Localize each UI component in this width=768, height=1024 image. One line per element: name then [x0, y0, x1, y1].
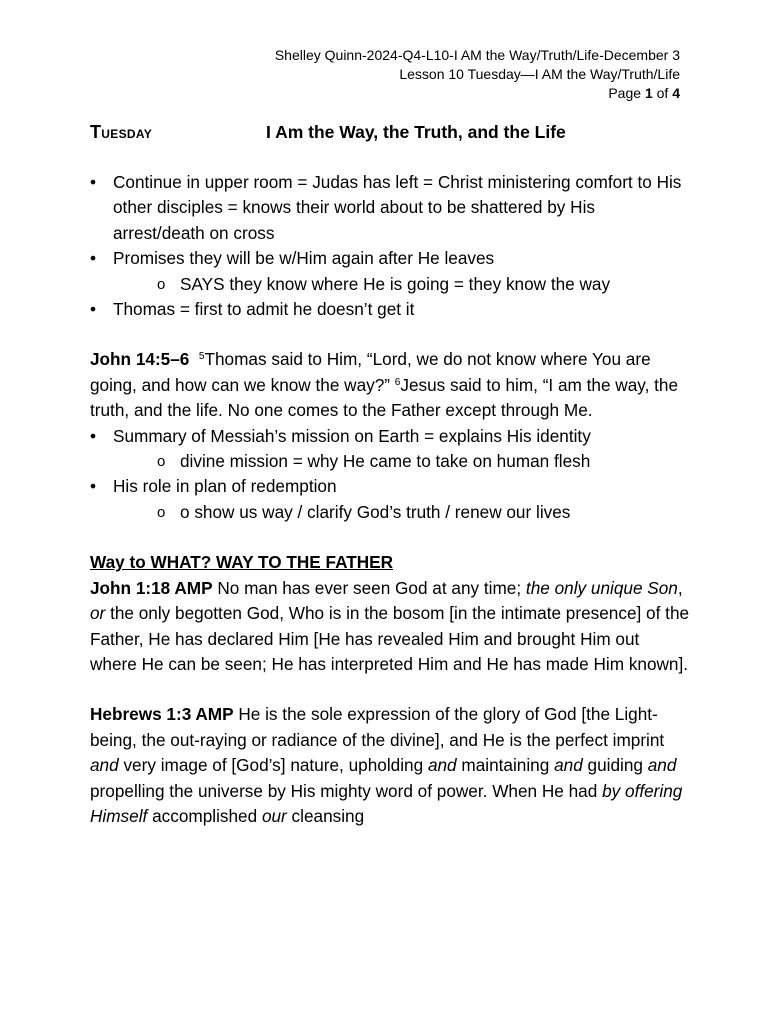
sub-list-item: o SAYS they know where He is going = they know the way: [157, 272, 690, 297]
sub-list: [113, 500, 690, 525]
scripture-reference: John 14:5–6: [90, 349, 190, 370]
header-page-number: Page 1 of 4: [608, 85, 680, 101]
header-lesson-title: Lesson 10 Tuesday—I AM the Way/Truth/Life: [399, 66, 680, 82]
scripture-reference: Hebrews 1:3 AMP: [90, 704, 234, 725]
list-item: • Promises they will be w/Him again after He leaves o SAYS they know where He is going = they know the way: [90, 246, 690, 297]
list-item: • Continue in upper room = Judas has left = Christ ministering comfort to His other disciples = knows their world about to be shattered by His arrest/death on cross: [90, 172, 682, 243]
bullet-icon: •: [90, 172, 97, 192]
header-document-title: Shelley Quinn-2024-Q4-L10-I AM the Way/Truth/Life-December 3: [274, 47, 680, 63]
sub-list-item: o o show us way / clarify God’s truth / renew our lives: [157, 500, 690, 525]
intro-bullet-list: [90, 170, 690, 322]
scripture-reference: John 1:18 AMP: [90, 577, 213, 598]
bullet-icon: •: [90, 299, 97, 320]
scripture-john-14: John 14:5–6 $^5$Thomas said to Him, “Lord, we do not know where You are going, and how can we know the way?” $^6$Jesus said to him, “I am the way, the truth, and the life. No one comes to the Father except through Me.: [90, 349, 679, 421]
sub-list: [113, 449, 690, 474]
john-14-bullet-list: [90, 424, 690, 526]
list-item: • Thomas = first to admit he doesn’t get it: [90, 297, 690, 322]
list-item: • His role in plan of redemption o o show us way / clarify God’s truth / renew our lives: [90, 474, 690, 525]
circle-bullet-icon: o: [157, 453, 166, 471]
bullet-icon: •: [90, 476, 97, 497]
scripture-john-1-18: John 1:18 AMP No man has ever seen God at any time; the only unique Son, or the only begotten God, Who is in the bosom [in the intimate presence] of the Father, He has declared Him [He has revealed Him and brought Him out where He can be seen; He has interpreted Him and He has made Him known].: [90, 577, 690, 674]
sub-list-item: o divine mission = why He came to take on human flesh: [157, 449, 690, 474]
circle-bullet-icon: o: [157, 275, 166, 293]
document-body: [90, 120, 690, 829]
page-header: [275, 46, 680, 103]
section-heading-way: Way to WHAT? WAY TO THE FATHER: [90, 552, 394, 573]
list-item: • Summary of Messiah’s mission on Earth = explains His identity o divine mission = why He came to take on human flesh: [90, 424, 690, 475]
scripture-hebrews-1-3: Hebrews 1:3 AMP He is the sole expression of the glory of God [the Light-being, the out-raying or radiance of the divine], and He is the perfect imprint and very image of [God’s] nature, upholding and maintaining and guiding and propelling the universe by His mighty word of power. When He had by offering Himself accomplished our cleansing: [90, 704, 683, 826]
bullet-icon: •: [90, 425, 97, 446]
bullet-icon: •: [90, 248, 97, 269]
day-label: Tuesday: [90, 122, 153, 142]
sub-list: [113, 272, 690, 297]
title-row: [90, 120, 690, 146]
circle-bullet-icon: o: [157, 503, 166, 521]
page-title: I Am the Way, the Truth, and the Life: [266, 122, 566, 142]
